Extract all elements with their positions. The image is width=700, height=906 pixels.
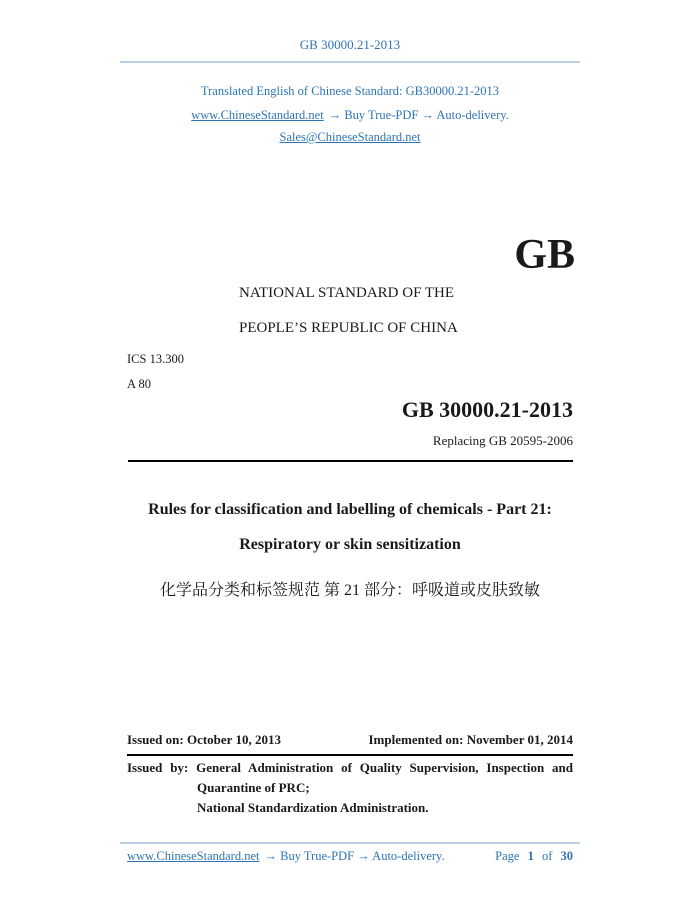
implemented-on-date: Implemented on: November 01, 2014 bbox=[368, 732, 573, 747]
of-label: of bbox=[541, 849, 553, 863]
replacing-note: Replacing GB 20595-2006 bbox=[432, 433, 573, 448]
national-standard-line1: NATIONAL STANDARD OF THE bbox=[239, 285, 455, 301]
gb-standard-logo: GB bbox=[514, 232, 575, 278]
buy-pdf-delivery-text: → Buy True-PDF → Auto-delivery. bbox=[328, 108, 509, 122]
header-buy-line bbox=[0, 108, 700, 123]
issued-on-date: Issued on: October 10, 2013 bbox=[127, 732, 281, 747]
masthead-divider-line bbox=[128, 460, 573, 462]
ics-classification-code: ICS 13.300 bbox=[127, 352, 184, 366]
header-divider-line bbox=[120, 61, 580, 63]
footer-buy-pdf-delivery-text: → Buy True-PDF → Auto-delivery. bbox=[264, 849, 445, 863]
translated-standard-note: Translated English of Chinese Standard: GB30000.21-2013 bbox=[200, 84, 500, 98]
email-line bbox=[0, 130, 700, 145]
footer-buy-line bbox=[127, 849, 445, 864]
standard-title-line1: Rules for classification and labelling of chemicals - Part 21: bbox=[148, 501, 552, 518]
total-page-count: 30 bbox=[560, 849, 573, 863]
website-link[interactable]: www.ChineseStandard.net bbox=[191, 108, 324, 122]
current-page-number: 1 bbox=[527, 849, 534, 863]
issuance-divider-line bbox=[127, 754, 573, 756]
footer-website-link[interactable]: www.ChineseStandard.net bbox=[127, 849, 260, 863]
footer-divider-line bbox=[120, 842, 580, 844]
standard-number: GB 30000.21-2013 bbox=[401, 397, 573, 422]
issued-by-line2: Quarantine of PRC; bbox=[197, 780, 310, 795]
china-classification-code: A 80 bbox=[127, 377, 151, 391]
page-label: Page bbox=[495, 849, 520, 863]
sales-email-link[interactable]: Sales@ChineseStandard.net bbox=[279, 130, 421, 144]
national-standard-line2: PEOPLE’S REPUBLIC OF CHINA bbox=[239, 320, 458, 336]
standard-title-chinese: 化学品分类和标签规范 第 21 部分：呼吸道或皮肤致敏 bbox=[159, 582, 540, 599]
issued-by-line3: National Standardization Administration. bbox=[197, 800, 429, 815]
footer-row bbox=[127, 849, 573, 864]
issued-by-line1: Issued by: General Administration of Quality Supervision, Inspection and bbox=[127, 760, 573, 775]
page-indicator bbox=[495, 849, 573, 864]
issuance-dates-row bbox=[127, 732, 573, 748]
header-doc-number: GB 30000.21-2013 bbox=[299, 37, 401, 52]
standard-title-line2: Respiratory or skin sensitization bbox=[239, 536, 461, 553]
